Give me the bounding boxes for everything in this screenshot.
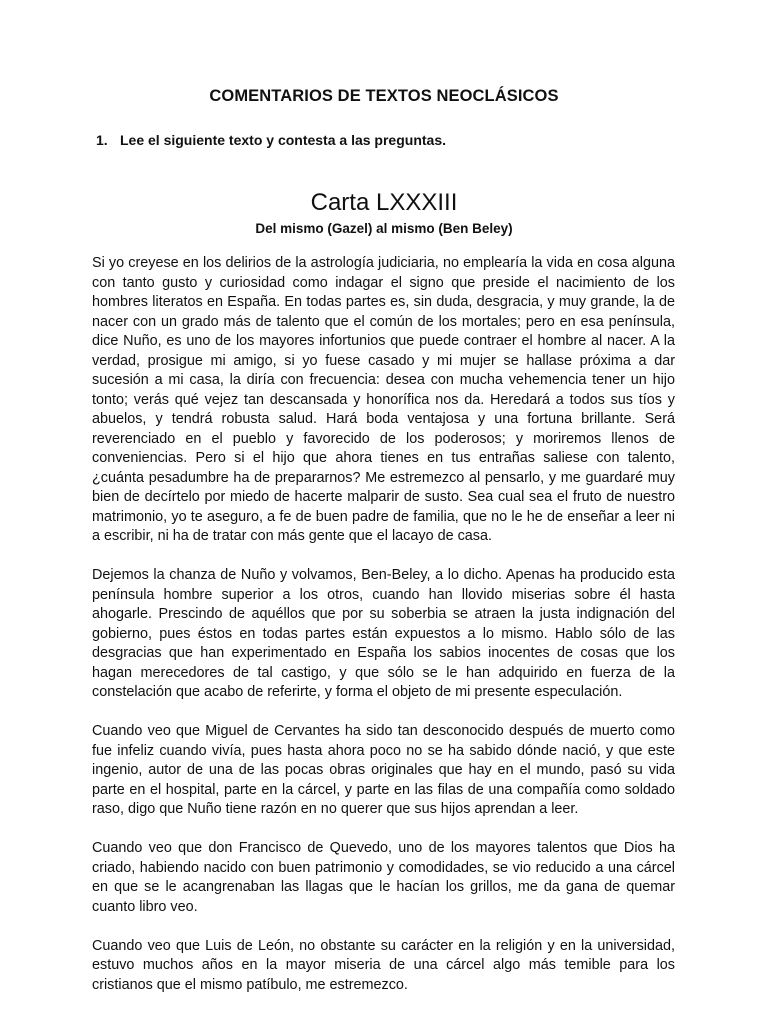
letter-body: [92, 254, 675, 1015]
paragraph: Dejemos la chanza de Nuño y volvamos, Ben-Beley, a lo dicho. Apenas ha producido esta península hombre superior a los otros, cuando han llovido miserias sobre él hasta ahogarle. Prescindo de aquéllos que por su soberbia se atraen la justa indignación del gobierno, pues éstos en todas partes están expuestos a lo mismo. Hablo sólo de las desgracias que han experimentado en España los sabios inocentes de cosas que los hagan merecedores de tal castigo, y que sólo se le han adquirido en fuerza de la constelación que acabo de referirte, y forma el objeto de mi presente especulación.: [92, 567, 675, 700]
paragraph: Si yo creyese en los delirios de la astrología judiciaria, no emplearía la vida en cosa alguna con tanto gusto y curiosidad como indagar el signo que preside el nacimiento de los hombres literatos en España. En todas partes es, sin duda, desgracia, y muy grande, la de nacer con un grado más de talento que el común de los mortales; pero en esa península, dice Nuño, es uno de los mayores infortunios que puede contraer el hombre al nacer. A la verdad, prosigue mi amigo, si yo fuese casado y mi mujer se hallase próxima a dar sucesión a mi casa, la diría con frecuencia: desea con mucha vehemencia tener un hijo tonto; verás qué vejez tan descansada y honorífica nos da. Heredará a todos sus tíos y abuelos, y tendrá robusta salud. Hará boda ventajosa y una fortuna brillante. Será reverenciado en el pueblo y favorecido de los poderosos; y moriremos llenos de conveniencias. Pero si el hijo que ahora tienes en tus entrañas saliese con talento, ¿cuánta pesadumbre ha de prepararnos? Me estremezco al pensarlo, y me guardaré muy bien de decírtelo por miedo de hacerte malparir de susto. Sea cual sea el fruto de nuestro matrimonio, yo te aseguro, a fe de buen padre de familia, que no le he de enseñar a leer ni a escribir, ni ha de tratar con más gente que el lacayo de casa.: [92, 255, 675, 544]
letter-title: Carta LXXXIII: [310, 189, 458, 216]
instruction-number: 1.: [96, 132, 108, 148]
document-title: COMENTARIOS DE TEXTOS NEOCLÁSICOS: [209, 87, 559, 105]
letter-subtitle: Del mismo (Gazel) al mismo (Ben Beley): [255, 221, 513, 236]
paragraph: Cuando veo que Miguel de Cervantes ha sido tan desconocido después de muerto como fue infeliz cuando vivía, pues hasta ahora poco no se ha sabido dónde nació, y que este ingenio, autor de una de las pocas obras originales que hay en el mundo, pasó su vida parte en el hospital, parte en la cárcel, y parte en las filas de una compañía como soldado raso, digo que Nuño tiene razón en no querer que sus hijos aprendan a leer.: [92, 723, 675, 817]
paragraph: Cuando veo que Luis de León, no obstante su carácter en la religión y en la universidad, estuvo muchos años en la mayor miseria de una cárcel algo más temible para los cristianos que el mismo patíbulo, me estremezco.: [92, 937, 675, 993]
instruction-text: Lee el siguiente texto y contesta a las preguntas.: [120, 132, 446, 148]
instruction-item: [96, 132, 446, 148]
paragraph: Cuando veo que don Francisco de Quevedo, uno de los mayores talentos que Dios ha criado, habiendo nacido con buen patrimonio y comodidades, se vio reducido a una cárcel en que se le acangrenaban las llagas que le hacían los grillos, me da gana de quemar cuanto libro veo.: [92, 840, 675, 915]
